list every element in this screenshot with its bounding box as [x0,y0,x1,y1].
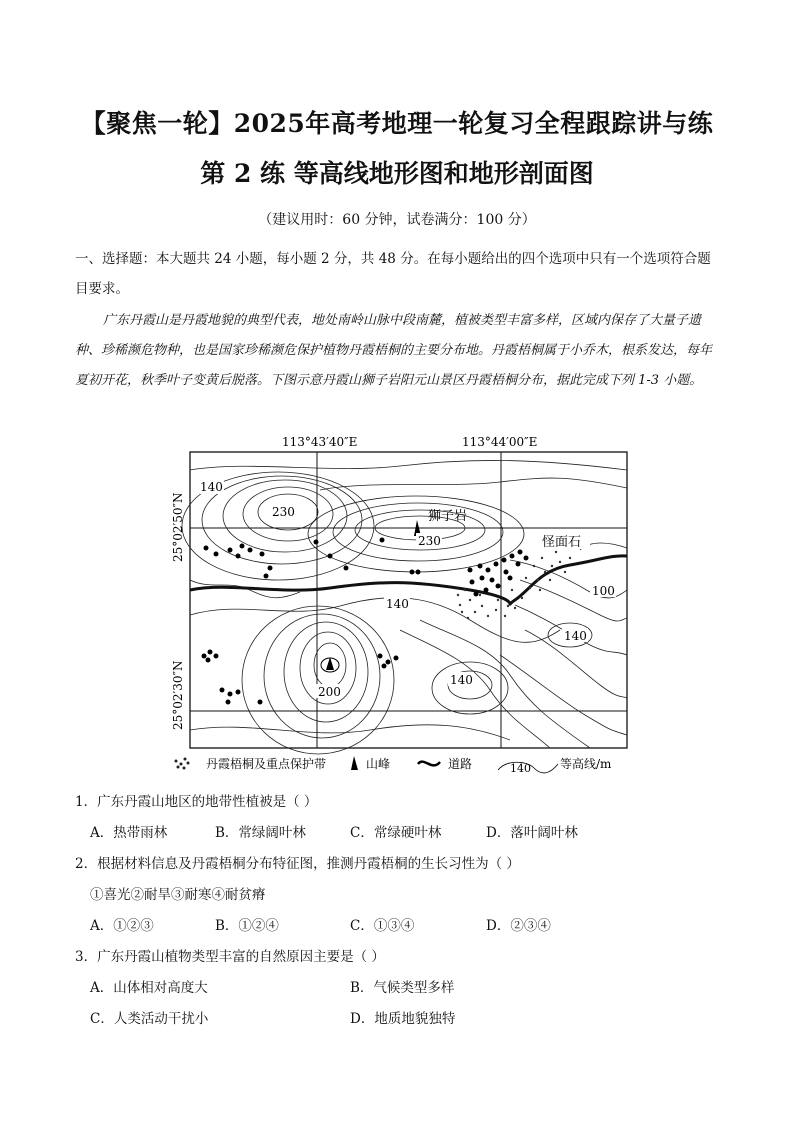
q2-statements: ①喜光②耐旱③耐寒④耐贫瘠 [90,887,266,903]
material-paragraph: 广东丹霞山是丹霞地貌的典型代表，地处南岭山脉中段南麓，植被类型丰富多样，区域内保存了大量子遗种、珍稀濒危物种，也是国家珍稀濒危保护植物丹霞梧桐的主要分布地。丹霞梧桐属于小乔木，根系发达，每年夏初开花，秋季叶子变黄后脱落。下图示意丹霞山狮子岩阳元山景区丹霞梧桐分布，据此完成下列 1-3 小题。 [75,313,713,388]
question-1-stem: 1．广东丹霞山地区的地带性植被是（ ） [75,794,318,810]
q3-option-c[interactable]: C．人类活动干扰小 [90,1011,209,1027]
q3-option-b[interactable]: B．气候类型多样 [350,980,455,996]
legend-peak-icon [351,756,358,770]
question-2-stem: 2．根据材料信息及丹霞梧桐分布特征图，推测丹霞梧桐的生长习性为（ ） [75,856,520,872]
lon-label-right: 113°44′00″E [462,435,538,449]
legend-road-label: 道路 [448,757,473,771]
map-legend [175,756,613,775]
legend-peak-label: 山峰 [366,757,391,771]
q2-option-c[interactable]: C．①③④ [350,918,415,934]
time-limit-note: （建议用时：60 分钟，试卷满分：100 分） [258,212,536,228]
contour-label: 230 [418,534,441,548]
q3-option-a[interactable]: A．山体相对高度大 [90,980,208,996]
contour-label: 140 [386,597,409,611]
q2-option-a[interactable]: A．①②③ [90,918,154,934]
legend-tung-label: 丹霞梧桐及重点保护带 [206,757,327,771]
place-name-guaimian: 怪面石 [542,535,582,550]
q2-option-b[interactable]: B．①②④ [215,918,279,934]
q1-option-b[interactable]: B．常绿阔叶林 [215,825,306,841]
legend-road-icon [418,762,440,766]
q2-option-d[interactable]: D．②③④ [486,918,551,934]
peak-marker-south [321,657,339,672]
contour-label: 200 [318,685,341,699]
contour-label: 100 [592,584,615,598]
legend-contour-label: 等高线/m [560,757,612,771]
contour-label: 140 [564,629,587,643]
tung-tree-markers [202,538,529,705]
contour-label: 140 [200,480,223,494]
contour-map [170,430,640,780]
legend-contour-value: 140 [510,762,531,775]
lat-label-bottom: 25°02′30″N [171,660,185,730]
lon-label-left: 113°43′40″E [282,435,358,449]
contour-label: 140 [450,673,473,687]
place-name-shizi: 狮子岩 [428,509,468,524]
document-title: 【聚焦一轮】2025年高考地理一轮复习全程跟踪讲与练 [80,109,714,138]
q1-option-a[interactable]: A．热带雨林 [90,825,168,841]
contour-label: 230 [272,505,295,519]
q3-option-d[interactable]: D．地质地貌独特 [350,1011,456,1027]
section-instructions: 一、选择题：本大题共 24 小题，每小题 2 分，共 48 分。在每小题给出的四个选项中只有一个选项符合题目要求。 [75,251,711,297]
lesson-title: 第 2 练 等高线地形图和地形剖面图 [200,159,594,188]
q1-option-c[interactable]: C．常绿硬叶林 [350,825,442,841]
legend-stipple-icon [175,758,190,770]
q1-option-d[interactable]: D．落叶阔叶林 [486,825,578,841]
question-3-stem: 3．广东丹霞山植物类型丰富的自然原因主要是（ ） [75,949,385,965]
lat-label-top: 25°02′50″N [171,492,185,562]
